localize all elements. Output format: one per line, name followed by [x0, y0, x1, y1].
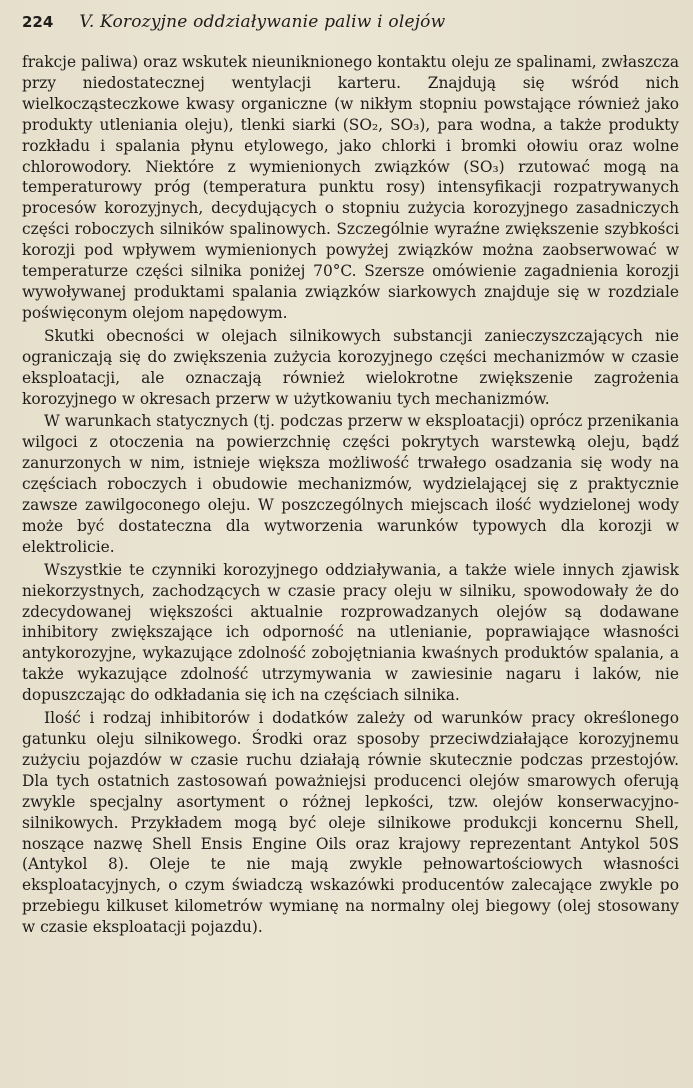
paragraph: Wszystkie te czynniki korozyjnego oddziaływania, a także wiele innych zjawisk niekorzystnych, zachodzących w czasie pracy oleju w silniku, spowodowały że do zdecydowanej większości aktualnie rozprowadzanych olejów są dodawane inhibitory zwiększające ich odporność na utlenianie, poprawiające własności antykorozyjne, wykazujące zdolność zobojętniania kwaśnych produktów spalania, a także wykazujące zdolność utrzymywania w zawiesinie nagaru i laków, nie dopuszczając do odkładania się ich na częściach silnika. [22, 560, 679, 705]
paragraph: Skutki obecności w olejach silnikowych substancji zanieczyszczających nie ograniczają się do zwiększenia zużycia korozyjnego części mechanizmów w czasie eksploatacji, ale oznaczają również wielokrotne zwiększenie zagrożenia korozyjnego w okresach przerw w użytkowaniu tych mechanizmów. [22, 326, 679, 408]
paragraph-continuation: frakcje paliwa) oraz wskutek nieuniknionego kontaktu oleju ze spalinami, zwłaszcza przy niedostatecznej wentylacji karteru. Znajdują się wśród nich wielkocząsteczkowe kwasy organiczne (w nikłym stopniu powstające również jako produkty utleniania oleju), tlenki siarki (SO₂, SO₃), para wodna, a także produkty rozkładu i spalania płynu etylowego, jako chlorki i bromki ołowiu oraz wolne chlorowodory. Niektóre z wymienionych związków (SO₃) rzutować mogą na temperaturowy próg (temperatura punktu rosy) intensyfikacji rozpatrywanych procesów korozyjnych, decydujących o stopniu zużycia korozyjnego zasadniczych części roboczych silników spalinowych. Szczególnie wyraźne zwiększenie szybkości korozji pod wpływem wymienionych powyżej związków można zaobserwować w temperaturze części silnika poniżej 70°C. Szersze omówienie zagadnienia korozji wywoływanej produktami spalania związków siarkowych znajduje się w rozdziale poświęconym olejom napędowym. [22, 53, 679, 322]
page-number: 224 [22, 13, 54, 31]
paragraph: W warunkach statycznych (tj. podczas przerw w eksploatacji) oprócz przenikania wilgoci z otoczenia na powierzchnię części pokrytych warstewką oleju, bądź zanurzonych w nim, istnieje większa możliwość trwałego osadzania się wody na częściach roboczych i obudowie mechanizmów, wydzielającej się z praktycznie zawsze zawilgoconego oleju. W poszczególnych miejscach ilość wydzielonej wody może być dostateczna dla wytworzenia warunków typowych dla korozji w elektrolicie. [22, 412, 679, 556]
body-text [22, 52, 679, 938]
running-header [22, 12, 679, 38]
paragraph: Ilość i rodzaj inhibitorów i dodatków zależy od warunków pracy określonego gatunku oleju silnikowego. Środki oraz sposoby przeciwdziałające korozyjnemu zużyciu pojazdów w czasie ruchu działają równie skutecznie podczas przestojów. Dla tych ostatnich zastosowań poważniejsi producenci olejów smarowych oferują zwykle specjalny asortyment o różnej lepkości, tzw. olejów konserwacyjno-silnikowych. Przykładem mogą być oleje silnikowe produkcji koncernu Shell, noszące nazwę Shell Ensis Engine Oils oraz krajowy reprezentant Antykol 50S (Antykol 8). Oleje te nie mają zwykle pełnowartościowych własności eksploatacyjnych, o czym świadczą wskazówki producentów zalecające zwykle po przebiegu kilkuset kilometrów wymianę na normalny olej biegowy (olej stosowany w czasie eksploatacji pojazdu). [22, 709, 679, 937]
chapter-title: V. Korozyjne oddziaływanie paliw i olejów [79, 12, 446, 32]
